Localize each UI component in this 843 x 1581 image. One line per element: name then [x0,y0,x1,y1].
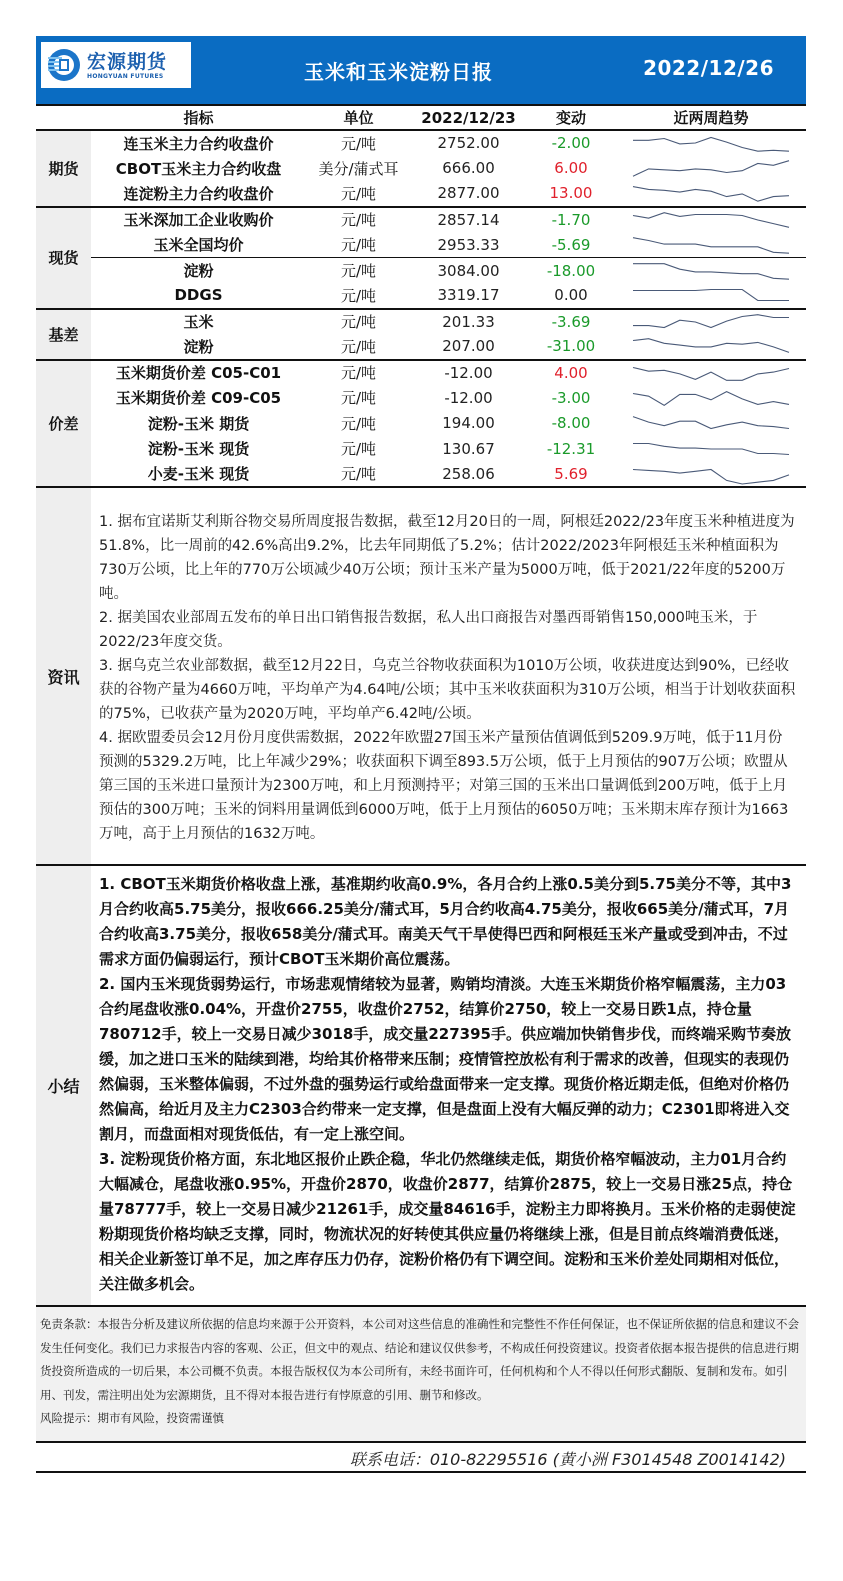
logo-english-name: HONGYUAN FUTURES [87,72,164,80]
category-cell: 期货 [36,130,91,207]
sparkline-chart [631,438,791,460]
report-page [36,36,806,1473]
trend-cell [616,258,806,284]
sparkline-chart [631,311,791,333]
value-cell: -12.00 [444,363,493,382]
summary-section [36,866,806,1307]
unit-cell: 元/吨 [340,414,377,433]
trend-cell [616,309,806,335]
indicator-cell: 淀粉-玉米 期货 [147,414,250,433]
sparkline-chart [631,234,791,256]
change-cell: 6.00 [554,159,588,178]
unit-cell: 元/吨 [340,313,377,332]
table-row [36,334,806,360]
unit-cell: 元/吨 [340,389,377,408]
header-unit: 单位 [306,106,411,130]
news-item: 4. 据欧盟委员会12月份月度供需数据，2022年欧盟27国玉米产量预估值调低到5209.9万吨，低于11月份预测的5329.2万吨，比上年减少29%；收获面积下调至893.5万公顷，低于上月预估的907万公顷；欧盟从第三国的玉米进口量预计为2300万吨，和上月预测持平；对第三国的玉米出口量调低到200万吨，低于上月预估的300万吨；玉米的饲料用量调低到6000万吨，低于上月预估的6050万吨；玉米期末库存预计为1663万吨，高于上月预估的1632万吨。 [99,730,789,842]
category-cell: 基差 [36,309,91,360]
header-trend: 近两周趋势 [616,106,806,130]
sparkline-chart [631,182,791,204]
table-row [36,462,806,488]
company-logo [41,42,191,88]
change-cell: 4.00 [554,363,588,382]
sparkline-chart [631,335,791,357]
news-item: 2. 据美国农业部周五发布的单日出口销售报告数据，私人出口商报告对墨西哥销售150,000吨玉米，于2022/23年度交货。 [99,610,758,650]
value-cell: 2877.00 [411,181,526,207]
trend-cell [616,130,806,156]
indicator-cell: 连玉米主力合约收盘价 [123,134,274,153]
unit-cell: 美分/蒲式耳 [318,159,399,178]
trend-cell [616,207,806,233]
change-cell: 0.00 [526,283,616,309]
change-cell: -31.00 [526,334,616,360]
indicator-cell: 玉米期货价差 C05-C01 [115,364,282,383]
table-row [36,309,806,335]
price-table [36,106,806,488]
table-row [36,411,806,437]
news-item: 3. 据乌克兰农业部数据，截至12月22日，乌克兰谷物收获面积为1010万公顷，收获进度达到90%，已经收获的谷物产量为4660万吨，平均单产为4.64吨/公顷；其中玉米收获面积为310万公顷，相当于计划收获面积的75%，已收获产量为2020万吨，平均单产6.42吨/公顷。 [99,658,796,722]
change-cell: -3.69 [551,312,591,331]
table-row [36,436,806,462]
change-cell: -1.70 [551,210,591,229]
trend-cell [616,385,806,411]
trend-cell [616,360,806,386]
summary-body [91,866,806,1305]
table-header-row [36,106,806,130]
change-cell: -3.00 [551,388,591,407]
table-row [36,283,806,309]
news-body [91,488,806,864]
header-indicator: 指标 [91,106,306,130]
unit-cell: 元/吨 [340,134,377,153]
change-cell: -12.31 [546,439,596,458]
value-cell: 201.33 [442,312,495,331]
indicator-cell: 小麦-玉米 现货 [91,462,306,488]
contact-info: 联系电话：010-82295516 (黄小洲 F3014548 Z0014142) [36,1443,806,1473]
value-cell: -12.00 [444,388,493,407]
trend-cell [616,156,806,182]
sparkline-chart [631,209,791,231]
sparkline-chart [631,412,791,434]
category-cell: 现货 [36,207,91,309]
table-row [36,258,806,284]
category-cell: 价差 [36,360,91,488]
header-date: 2022/12/23 [411,106,526,130]
table-row [36,232,806,258]
summary-item: 3. 淀粉现货价格方面，东北地区报价止跌企稳，华北仍然继续走低，期货价格窄幅波动，主力01月合约大幅减仓，尾盘收涨0.95%，开盘价2870，收盘价2877，结算价2875，较上一交易日涨25点，持仓量78777手，较上一交易日减少21261手，成交量84616手，淀粉主力即将换月。玉米价格的走弱使淀粉期现货价格均缺乏支撑，同时，物流状况的好转使其供应量仍将继续上涨，但是目前点终端消费低迷，相关企业新签订单不足，加之库存压力仍存，淀粉价格仍有下调空间。淀粉和玉米价差处同期相对低位，关注做多机会。 [99,1150,796,1293]
value-cell: 3319.17 [411,283,526,309]
value-cell: 2953.33 [411,232,526,258]
change-cell: -5.69 [526,232,616,258]
indicator-cell: 淀粉 [183,262,214,280]
table-row [36,130,806,156]
value-cell: 666.00 [442,159,495,178]
indicator-cell: 玉米期货价差 C09-C05 [115,389,282,408]
trend-cell [616,283,806,309]
indicator-cell: 玉米全国均价 [91,232,306,258]
change-cell: -18.00 [546,261,596,280]
value-cell: 258.06 [411,462,526,488]
trend-cell [616,462,806,488]
sparkline-chart [631,387,791,409]
change-cell: -2.00 [551,134,591,153]
unit-cell: 元/吨 [306,181,411,207]
unit-cell: 元/吨 [306,334,411,360]
report-date: 2022/12/26 [643,56,774,80]
unit-cell: 元/吨 [340,211,377,230]
report-header [36,36,806,106]
sparkline-chart [631,260,791,282]
risk-warning: 风险提示：期市有风险，投资需谨慎 [40,1411,224,1425]
indicator-cell: DDGS [91,283,306,309]
indicator-cell: 淀粉 [91,334,306,360]
sparkline-chart [631,362,791,384]
disclaimer [36,1307,806,1443]
summary-item: 1. CBOT玉米期货价格收盘上涨，基准期约收高0.9%，各月合约上涨0.5美分到5.75美分不等，其中3月合约收高5.75美分，报收666.25美分/蒲式耳，5月合约收高4.75美分，报收665美分/蒲式耳，7月合约收高3.75美分，报收658美分/蒲式耳。南美天气干旱使得巴西和阿根廷玉米产量或受到冲击，不过需求方面仍偏弱运行，预计CBOT玉米期价高位震荡。 [99,875,792,968]
table-row [36,156,806,182]
header-category [36,106,91,130]
indicator-cell: 玉米 [183,313,214,332]
table-row [36,181,806,207]
indicator-cell: 玉米深加工企业收购价 [123,211,274,230]
unit-cell: 元/吨 [306,232,411,258]
trend-cell [616,181,806,207]
value-cell: 3084.00 [437,261,500,280]
sparkline-chart [631,157,791,179]
unit-cell: 元/吨 [340,262,377,280]
value-cell: 2857.14 [437,210,500,229]
unit-cell: 元/吨 [306,462,411,488]
change-cell: 13.00 [526,181,616,207]
trend-cell [616,411,806,437]
trend-cell [616,436,806,462]
news-section [36,488,806,866]
hongyuan-logo-icon [47,48,81,82]
value-cell: 130.67 [442,439,495,458]
sparkline-chart [631,284,791,306]
indicator-cell: CBOT玉米主力合约收盘 [115,159,282,178]
trend-cell [616,334,806,360]
table-row [36,385,806,411]
change-cell: 5.69 [526,462,616,488]
value-cell: 207.00 [411,334,526,360]
unit-cell: 元/吨 [340,440,377,459]
table-row [36,207,806,233]
summary-item: 2. 国内玉米现货弱势运行，市场悲观情绪较为显著，购销均清淡。大连玉米期货价格窄幅震荡，主力03合约尾盘收涨0.04%，开盘价2755，收盘价2752，结算价2750，较上一交易日跌1点，持仓量780712手，较上一交易日减少3018手，成交量227395手。供应端加快销售步伐，而终端采购节奏放缓，加之进口玉米的陆续到港，均给其价格带来压制；疫情管控放松有利于需求的改善，但现实的表现仍然偏弱，玉米整体偏弱，不过外盘的强势运行或给盘面带来一定支撑。现货价格近期走低，但绝对价格仍然偏高，给近月及主力C2303合约带来一定支撑，但是盘面上没有大幅反弹的动力；C2301即将进入交割月，而盘面相对现货低估，有一定上涨空间。 [99,975,791,1143]
news-label: 资讯 [36,488,91,864]
news-item: 1. 据布宜诺斯艾利斯谷物交易所周度报告数据，截至12月20日的一周，阿根廷2022/23年度玉米种植进度为51.8%，比一周前的42.6%高出9.2%，比去年同期低了5.2%；估计2022/2023年阿根廷玉米种植面积为730万公顷，比上年的770万公顷减少40万公顷；预计玉米产量为5000万吨，低于2021/22年度的5200万吨。 [99,514,795,602]
disclaimer-text: 免责条款：本报告分析及建议所依据的信息均来源于公开资料，本公司对这些信息的准确性和完整性不作任何保证，也不保证所依据的信息和建议不会发生任何变化。我们已力求报告内容的客观、公正，但文中的观点、结论和建议仅供参考，不构成任何投资建议。投资者依据本报告提供的信息进行期货投资所造成的一切后果，本公司概不负责。本报告版权仅为本公司所有，未经书面许可，任何机构和个人不得以任何形式翻版、复制和发布。如引用、刊发，需注明出处为宏源期货，且不得对本报告进行有悖原意的引用、删节和修改。 [40,1317,799,1402]
summary-label: 小结 [36,866,91,1305]
value-cell: 194.00 [442,414,495,433]
value-cell: 2752.00 [437,134,500,153]
unit-cell: 元/吨 [340,364,377,383]
logo-chinese-name: 宏源期货 [87,50,168,73]
trend-cell [616,232,806,258]
sparkline-chart [631,463,791,485]
change-cell: -8.00 [551,414,591,433]
indicator-cell: 连淀粉主力合约收盘价 [91,181,306,207]
indicator-cell: 淀粉-玉米 现货 [147,440,250,459]
sparkline-chart [631,132,791,154]
table-row [36,360,806,386]
report-title: 玉米和玉米淀粉日报 [304,60,493,84]
header-change: 变动 [526,106,616,130]
unit-cell: 元/吨 [306,283,411,309]
